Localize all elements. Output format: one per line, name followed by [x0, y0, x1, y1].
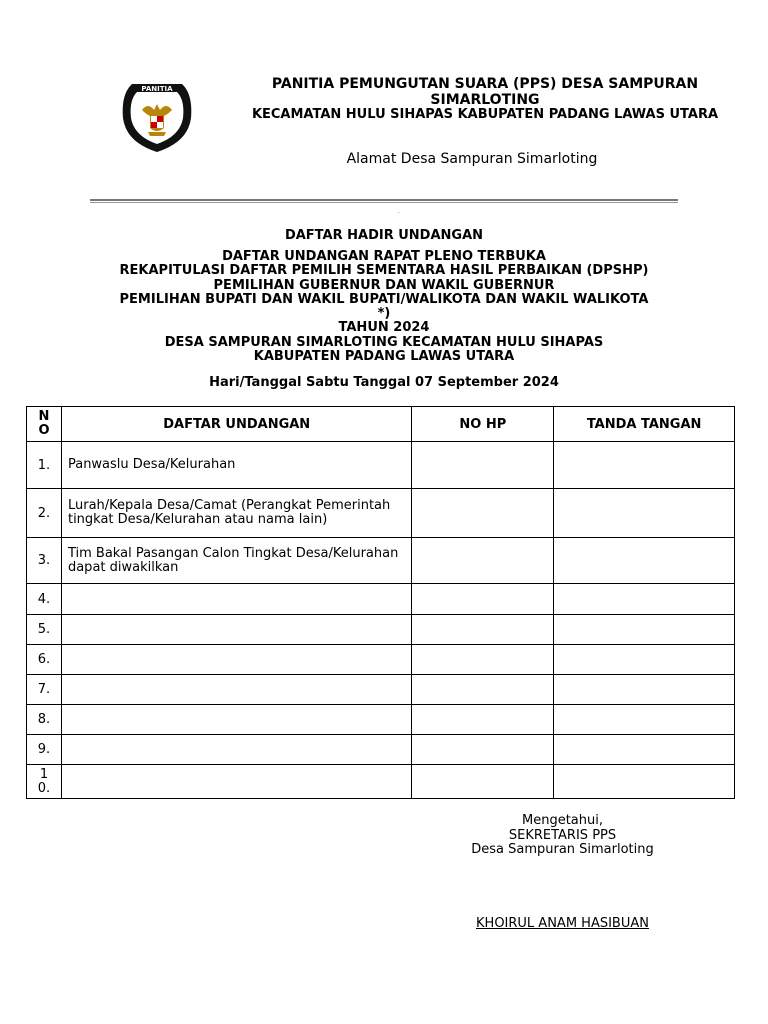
table-row	[27, 765, 735, 799]
row-number: 10.	[27, 765, 62, 799]
signature-cell[interactable]	[554, 705, 735, 735]
row-number: 1.	[27, 442, 62, 489]
header-address: Alamat Desa Sampuran Simarloting	[346, 151, 598, 167]
row-number: 3.	[27, 538, 62, 584]
row-number: 8.	[27, 705, 62, 735]
table-header-row	[27, 407, 735, 442]
phone-cell[interactable]	[412, 765, 554, 799]
document-title-block	[70, 250, 698, 364]
row-number: 9.	[27, 735, 62, 765]
title-line: DAFTAR UNDANGAN RAPAT PLENO TERBUKA	[222, 249, 546, 264]
phone-cell[interactable]	[412, 735, 554, 765]
signature-block	[440, 814, 685, 858]
column-header-invite: DAFTAR UNDANGAN	[61, 407, 411, 442]
signature-cell[interactable]	[554, 615, 735, 645]
row-number: 5.	[27, 615, 62, 645]
invitee-name[interactable]	[61, 584, 411, 615]
signature-line: Desa Sampuran Simarloting	[471, 842, 654, 858]
signature-line: Mengetahui,	[522, 813, 603, 828]
invitee-name: Tim Bakal Pasangan Calon Tingkat Desa/Kelurahan dapat diwakilkan	[61, 538, 411, 584]
separator-dot: .	[398, 208, 400, 215]
phone-cell[interactable]	[412, 645, 554, 675]
table-row	[27, 584, 735, 615]
document-heading: DAFTAR HADIR UNDANGAN	[284, 228, 484, 243]
signature-cell[interactable]	[554, 489, 735, 538]
phone-cell[interactable]	[412, 615, 554, 645]
phone-cell[interactable]	[412, 675, 554, 705]
signature-cell[interactable]	[554, 675, 735, 705]
phone-cell[interactable]	[412, 442, 554, 489]
signature-cell[interactable]	[554, 442, 735, 489]
attendance-table	[26, 406, 735, 799]
title-line: TAHUN 2024	[338, 320, 430, 336]
invitee-name[interactable]	[61, 675, 411, 705]
phone-cell[interactable]	[412, 705, 554, 735]
table-row	[27, 538, 735, 584]
row-number: 6.	[27, 645, 62, 675]
header-rule	[90, 199, 678, 201]
signature-cell[interactable]	[554, 538, 735, 584]
meeting-date: Hari/Tanggal Sabtu Tanggal 07 September 2024	[209, 375, 559, 390]
invitee-name: Panwaslu Desa/Kelurahan	[61, 442, 411, 489]
table-row	[27, 489, 735, 538]
title-line: KABUPATEN PADANG LAWAS UTARA	[253, 349, 515, 365]
invitee-name: Lurah/Kepala Desa/Camat (Perangkat Pemerintah tingkat Desa/Kelurahan atau nama lain)	[61, 489, 411, 538]
signatory-name: KHOIRUL ANAM HASIBUAN	[476, 916, 649, 931]
header-title: PANITIA PEMUNGUTAN SUARA (PPS) DESA SAMPURAN SIMARLOTING	[271, 76, 699, 108]
signature-line: SEKRETARIS PPS	[508, 827, 617, 843]
signature-cell[interactable]	[554, 765, 735, 799]
invitee-name[interactable]	[61, 615, 411, 645]
table-row	[27, 675, 735, 705]
table-row	[27, 645, 735, 675]
table-row	[27, 705, 735, 735]
title-line: PEMILIHAN BUPATI DAN WAKIL BUPATI/WALIKOTA DAN WAKIL WALIKOTA *)	[119, 291, 649, 322]
title-line: REKAPITULASI DAFTAR PEMILIH SEMENTARA HASIL PERBAIKAN (DPSHP)	[119, 263, 649, 279]
column-header-phone: NO HP	[412, 407, 554, 442]
invitee-name[interactable]	[61, 765, 411, 799]
title-line: PEMILIHAN GUBERNUR DAN WAKIL GUBERNUR	[213, 277, 555, 293]
invitee-name[interactable]	[61, 645, 411, 675]
row-number: 2.	[27, 489, 62, 538]
signature-cell[interactable]	[554, 584, 735, 615]
header-subtitle: KECAMATAN HULU SIHAPAS KABUPATEN PADANG LAWAS UTARA	[251, 107, 719, 122]
row-number: 4.	[27, 584, 62, 615]
table-row	[27, 442, 735, 489]
title-line: DESA SAMPURAN SIMARLOTING KECAMATAN HULU SIHAPAS	[164, 334, 604, 350]
table-row	[27, 735, 735, 765]
signature-cell[interactable]	[554, 735, 735, 765]
svg-text:PANITIA: PANITIA	[141, 85, 173, 93]
header-rule-thin	[90, 202, 678, 203]
column-header-no: NO	[27, 407, 62, 442]
signature-cell[interactable]	[554, 645, 735, 675]
invitee-name[interactable]	[61, 705, 411, 735]
phone-cell[interactable]	[412, 489, 554, 538]
row-number: 7.	[27, 675, 62, 705]
invitee-name[interactable]	[61, 735, 411, 765]
kpu-garuda-logo	[118, 80, 196, 154]
phone-cell[interactable]	[412, 538, 554, 584]
column-header-sign: TANDA TANGAN	[554, 407, 735, 442]
table-row	[27, 615, 735, 645]
phone-cell[interactable]	[412, 584, 554, 615]
